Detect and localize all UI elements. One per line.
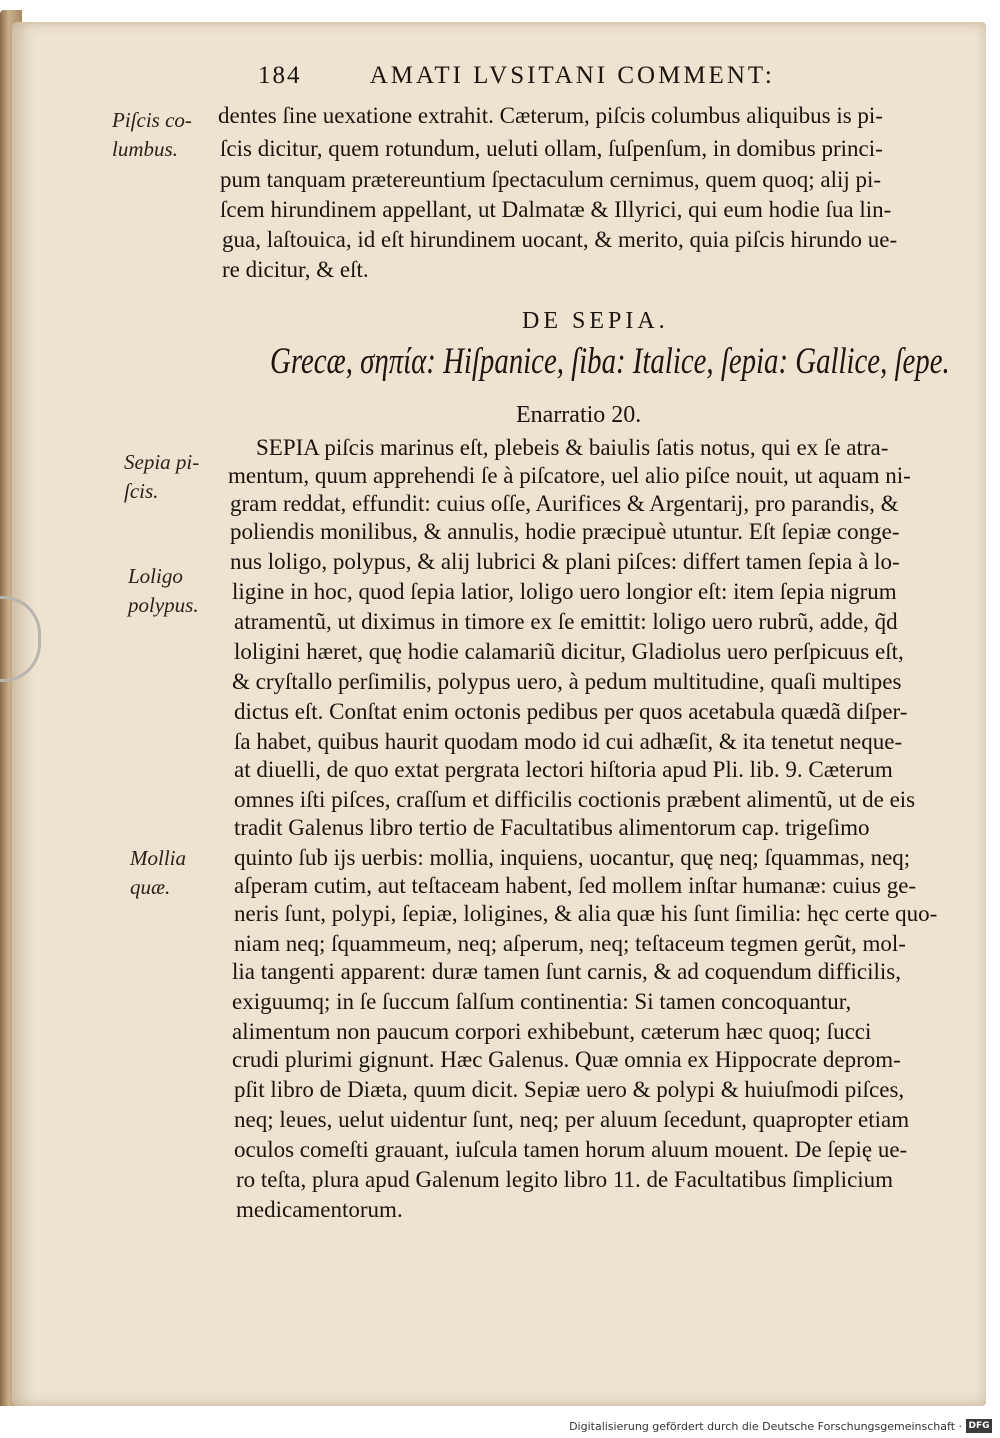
body-line: gram reddat, effundit: cuius oſſe, Aurifices & Argentarij, pro parandis, &	[230, 491, 899, 516]
body-line: quinto ſub ijs uerbis: mollia, inquiens, uocantur, quę neq; ſquammas, neq;	[234, 845, 911, 870]
body-line: medicamentorum.	[236, 1197, 403, 1222]
intro-line: pum tanquam prætereuntium ſpectaculum cernimus, quem quoq; alij pi-	[220, 167, 882, 192]
body-line: oculos comeſti grauant, iuſcula tamen horum aluum mouent. De ſepię ue-	[234, 1137, 908, 1162]
dfg-logo: DFG	[966, 1419, 992, 1433]
section-heading: DE SEPIA.	[522, 308, 669, 334]
body-line: aſperam cutim, aut teſtaceam habent, ſed mollem inſtar humanæ: cuius ge-	[234, 873, 917, 898]
body-line: alimentum non paucum corpori exhibebunt, cæterum hæc quoq; ſucci	[232, 1019, 872, 1044]
running-title: AMATI LVSITANI COMMENT:	[369, 62, 775, 89]
body-line: SEPIA piſcis marinus eſt, plebeis & baiulis ſatis notus, qui ex ſe atra-	[256, 435, 889, 460]
intro-line: re dicitur, & eſt.	[222, 257, 369, 282]
page-number: 184	[258, 62, 302, 89]
margin-note-mollia: Mollia quæ.	[130, 846, 186, 900]
footer	[0, 1406, 1000, 1438]
body-line: neris ſunt, polypi, ſepiæ, loligines, & alia quæ his ſunt ſimilia: hęc certe quo-	[234, 901, 938, 926]
body-line: exiguumq; in ſe ſuccum ſalſum continentia: Si tamen concoquantur,	[232, 989, 852, 1014]
intro-line: gua, laſtouica, id eſt hirundinem uocant, & merito, quia piſcis hirundo ue-	[222, 227, 898, 252]
body-line: crudi plurimi gignunt. Hæc Galenus. Quæ omnia ex Hippocrate deprom-	[232, 1047, 901, 1072]
intro-line: dentes ſine uexatione extrahit. Cæterum, piſcis columbus aliquibus is pi-	[218, 103, 883, 128]
body-line: ſa habet, quibus haurit quodam modo id cui adhæſit, & ita tenetut neque-	[234, 729, 903, 754]
enarratio-label: Enarratio 20.	[516, 402, 642, 428]
body-line: mentum, quum apprehendi ſe à piſcatore, uel alio piſce nouit, ut aquam ni-	[228, 463, 911, 488]
body-line: atramentũ, ut diximus in timore ex ſe emittit: loligo uero rubrũ, adde, q̃d	[234, 609, 898, 634]
body-line: omnes iſti piſces, craſſum et difficilis coctionis præbent alimentũ, ut de eis	[234, 787, 916, 812]
body-line: & cryſtallo perſimilis, polypus uero, à pedum multitudine, quaſi multipes	[232, 669, 902, 694]
body-line: poliendis monilibus, & annulis, hodie præcipuè utuntur. Eſt ſepiæ conge-	[230, 519, 900, 544]
margin-note-sepia: Sepia pi- ſcis.	[124, 450, 200, 504]
body-line: ro teſta, plura apud Galenum legito libro 11. de Facultatibus ſimplicium	[236, 1167, 894, 1192]
body-line: pſit libro de Diæta, quum dicit. Sepiæ uero & polypi & huiuſmodi piſces,	[234, 1077, 905, 1102]
margin-note-piscis-columbus: Piſcis co- lumbus.	[112, 108, 192, 162]
section-subheading: Grecæ, σηπία: Hiſpanice, ſiba: Italice, ſepia: Gallice, ſepe.	[270, 341, 950, 382]
body-line: ligine in hoc, quod ſepia latior, loligo uero longior eſt: item ſepia nigrum	[232, 579, 897, 604]
intro-line: ſcis dicitur, quem rotundum, ueluti ollam, ſuſpenſum, in domibus princi-	[220, 136, 883, 161]
body-line: nus loligo, polypus, & alij lubrici & plani piſces: differt tamen ſepia à lo-	[230, 549, 900, 574]
body-line: tradit Galenus libro tertio de Facultatibus alimentorum cap. trigeſimo	[234, 815, 870, 840]
body-line: neq; leues, uelut uidentur ſunt, neq; per aluum ſecedunt, quapropter etiam	[234, 1107, 910, 1132]
margin-note-loligo: Loligo polypus.	[128, 564, 199, 618]
intro-line: ſcem hirundinem appellant, ut Dalmatæ & Illyrici, qui eum hodie ſua lin-	[220, 197, 892, 222]
body-line: loligini hæret, quę hodie calamariũ dicitur, Gladiolus uero perſpicuus eſt,	[234, 639, 904, 664]
body-line: lia tangenti apparent: duræ tamen ſunt carnis, & ad coquendum difficilis,	[232, 959, 901, 984]
body-line: at diuelli, de quo extat pergrata lectori hiſtoria apud Pli. lib. 9. Cæterum	[234, 757, 893, 782]
funding-note: Digitalisierung gefördert durch die Deutsche Forschungsgemeinschaft ·	[569, 1420, 962, 1433]
body-line: niam neq; ſquammeum, neq; aſperum, neq; teſtaceum tegmen gerũt, mol-	[234, 931, 906, 956]
body-line: dictus eſt. Conſtat enim octonis pedibus per quos acetabula quædã diſper-	[234, 699, 908, 724]
